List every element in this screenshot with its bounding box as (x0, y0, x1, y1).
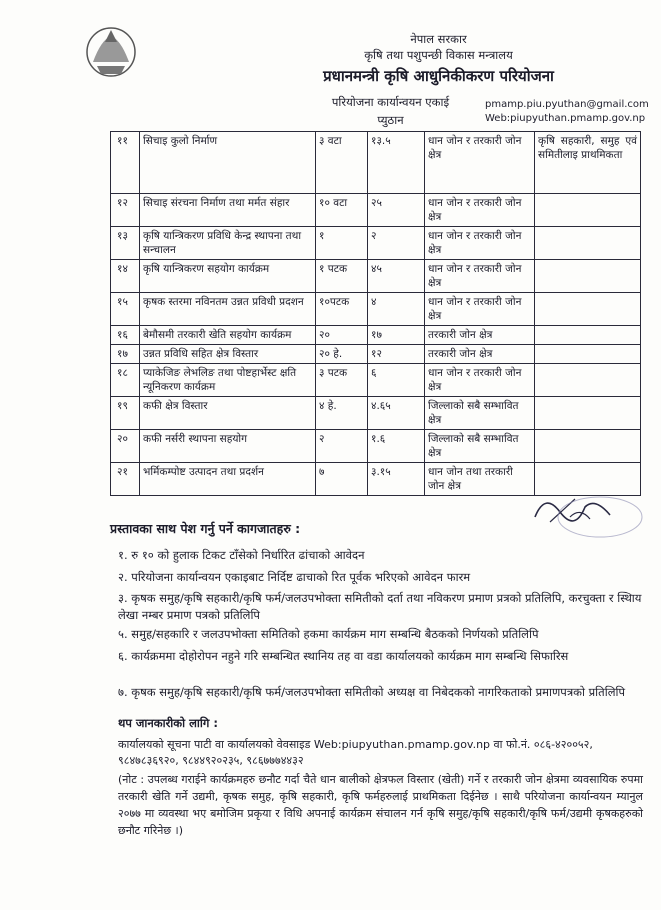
cell-budget: ४.६५ (368, 397, 425, 430)
cell-budget: २ (368, 227, 425, 260)
header-project: प्रधानमन्त्री कृषि आधुनिकीकरण परियोजना (323, 67, 554, 85)
cell-number: १७ (111, 345, 140, 364)
program-table (110, 131, 641, 496)
cell-area: तरकारी जोन क्षेत्र (425, 345, 535, 364)
table-row (111, 364, 641, 397)
cell-quantity: १० वटा (316, 194, 368, 227)
cell-area: जिल्लाको सबै सम्भावित क्षेत्र (425, 397, 535, 430)
cell-area: धान जोन र तरकारी जोन क्षेत्र (425, 364, 535, 397)
table-row (111, 430, 641, 463)
cell-number: ११ (111, 132, 140, 194)
table-row (111, 345, 641, 364)
cell-number: १४ (111, 260, 140, 293)
cell-remarks: कृषि सहकारी, समुह एवं समितीलाइ प्राथमिकता (535, 132, 641, 194)
table-row (111, 293, 641, 326)
document-item: ७. कृषक समुह/कृषि सहकारी/कृषि फर्म/जलउपभोक्ता समितीको अध्यक्ष वा निबेदकको नागरिकताको प्रमाणपत्रको प्रतिलिपि (118, 685, 625, 699)
table-row (111, 397, 641, 430)
header-district: प्युठान (377, 113, 404, 127)
cell-number: २० (111, 430, 140, 463)
document-item: ५. समुह/सहकारि र जलउपभोक्ता समितिको हकमा कार्यक्रम माग सम्बन्धि बैठकको निर्णयको प्रतिलिपि (118, 627, 539, 641)
note-text: (नोट : उपलब्ध गराईने कार्यक्रमहरु छनौट गर्दा चैते धान बालीको क्षेत्रफल विस्तार (खेती) गर्ने र तरकारी जोन क्षेत्रमा व्यवसायिक रुपमा तरकारी खेति गर्ने उद्यमी, कृषक समुह, कृषि सहकारी, कृषि फर्महरुलाई प्राथमिकता दिईनेछ । साथै परियोजना कार्यान्वयन म्यानुल २०७७ मा व्यवस्था भए बमोजिम प्रकृया र विधि अपनाई कार्यक्रम संचालन गर्न कृषि समुह/कृषि सहकारी/कृषि फर्म/उद्यमी कृषकहरुको छनौट गरिनेछ ।) (118, 773, 643, 837)
cell-number: १८ (111, 364, 140, 397)
cell-quantity: २० (316, 326, 368, 345)
cell-program: सिचाइ कुलो निर्माण (140, 132, 316, 194)
cell-remarks (535, 430, 641, 463)
cell-program: कृषि यान्त्रिकरण प्रविधि केन्द्र स्थापना तथा सन्चालन (140, 227, 316, 260)
cell-program: सिचाइ संरचना निर्माण तथा मर्मत संहार (140, 194, 316, 227)
cell-program: कफी नर्सरी स्थापना सहयोग (140, 430, 316, 463)
table-row (111, 227, 641, 260)
cell-budget: २५ (368, 194, 425, 227)
cell-quantity: २० हे. (316, 345, 368, 364)
cell-number: १२ (111, 194, 140, 227)
contact-website: Web:piupyuthan.pmamp.gov.np (485, 113, 646, 124)
cell-remarks (535, 364, 641, 397)
document-item: १. रु १० को हुलाक टिकट टाँसेको निर्धारित ढांचाको आवेदन (118, 548, 365, 562)
cell-budget: १३.५ (368, 132, 425, 194)
table-row (111, 260, 641, 293)
cell-budget: ६ (368, 364, 425, 397)
cell-program: उन्नत प्रविधि सहित क्षेत्र विस्तार (140, 345, 316, 364)
header-govt: नेपाल सरकार (410, 32, 467, 46)
cell-budget: १२ (368, 345, 425, 364)
cell-number: १६ (111, 326, 140, 345)
cell-quantity: ३ पटक (316, 364, 368, 397)
cell-area: धान जोन र तरकारी जोन क्षेत्र (425, 194, 535, 227)
cell-program: प्याकेजिङ लेभलिङ तथा पोष्टहार्भेस्ट क्षति न्यूनिकरण कार्यक्रम (140, 364, 316, 397)
cell-program: कफी क्षेत्र विस्तार (140, 397, 316, 430)
cell-program: बेमौसमी तरकारी खेति सहयोग कार्यक्रम (140, 326, 316, 345)
cell-program: कृषक स्तरमा नविनतम उन्नत प्रविधी प्रदशन (140, 293, 316, 326)
cell-quantity: १०पटक (316, 293, 368, 326)
cell-area: जिल्लाको सबै सम्भावित क्षेत्र (425, 430, 535, 463)
document-item: २. परियोजना कार्यान्वयन एकाइबाट निर्दिष्ट ढाचाको रित पूर्वक भरिएको आवेदन फारम (118, 570, 471, 584)
cell-quantity: १ (316, 227, 368, 260)
cell-area: धान जोन र तरकारी जोन क्षेत्र (425, 260, 535, 293)
cell-area: धान जोन र तरकारी जोन क्षेत्र (425, 293, 535, 326)
more-info-title: थप जानकारीको लागि : (118, 716, 218, 730)
cell-area: धान जोन र तरकारी जोन क्षेत्र (425, 227, 535, 260)
cell-budget: १७ (368, 326, 425, 345)
cell-number: १५ (111, 293, 140, 326)
cell-budget: ४५ (368, 260, 425, 293)
cell-area: धान जोन र तरकारी जोन क्षेत्र (425, 132, 535, 194)
cell-quantity: ४ हे. (316, 397, 368, 430)
cell-remarks (535, 227, 641, 260)
cell-quantity: ३ वटा (316, 132, 368, 194)
cell-quantity: १ पटक (316, 260, 368, 293)
table-row (111, 132, 641, 194)
cell-area: तरकारी जोन क्षेत्र (425, 326, 535, 345)
header-unit: परियोजना कार्यान्वयन एकाई (331, 95, 450, 109)
cell-program: भर्मिकम्पोष्ट उत्पादन तथा प्रदर्शन (140, 463, 316, 496)
header-ministry: कृषि तथा पशुपन्छी विकास मन्त्रालय (364, 48, 513, 62)
cell-number: २१ (111, 463, 140, 496)
table-row (111, 326, 641, 345)
cell-program: कृषि यान्त्रिकरण सहयोग कार्यक्रम (140, 260, 316, 293)
office-contact-text: कार्यालयको सूचना पाटी वा कार्यालयको वेवसाइड Web:piupyuthan.pmamp.gov.np वा फो.नं. ०८६-४२००५२, ९८४७८३६९२०, ९८४४९२०२३५, ९८६७७७४४३२ (118, 738, 593, 767)
cell-remarks (535, 397, 641, 430)
table-row (111, 194, 641, 227)
cell-area: धान जोन तथा तरकारी जोन क्षेत्र (425, 463, 535, 496)
cell-budget: १.६ (368, 430, 425, 463)
cell-remarks (535, 345, 641, 364)
cell-remarks (535, 194, 641, 227)
cell-number: १३ (111, 227, 140, 260)
cell-budget: ४ (368, 293, 425, 326)
signature-stamp (515, 487, 645, 539)
cell-quantity: २ (316, 430, 368, 463)
document-item: ३. कृषक समुह/कृषि सहकारी/कृषि फर्म/जलउपभोक्ता समितीको दर्ता तथा नविकरण प्रमाण प्रत्रको प्रतिलिपि, करचुक्ता र स्थािय लेखा नम्बर प्रमाण पत्रको प्रतिलिपि (118, 591, 642, 622)
cell-remarks (535, 326, 641, 345)
cell-budget: ३.१५ (368, 463, 425, 496)
document-item: ६. कार्यक्रममा दोहोरोपन नहुने गरि सम्बन्धित स्थानिय तह वा वडा कार्यालयको कार्यक्रम माग सम्बन्धि सिफारिस (118, 649, 569, 663)
cell-number: १९ (111, 397, 140, 430)
cell-remarks (535, 293, 641, 326)
cell-remarks (535, 260, 641, 293)
documents-title: प्रस्तावका साथ पेश गर्नु पर्ने कागजातहरु : (110, 521, 301, 536)
contact-email: pmamp.piu.pyuthan@gmail.com (485, 99, 649, 110)
cell-quantity: ७ (316, 463, 368, 496)
